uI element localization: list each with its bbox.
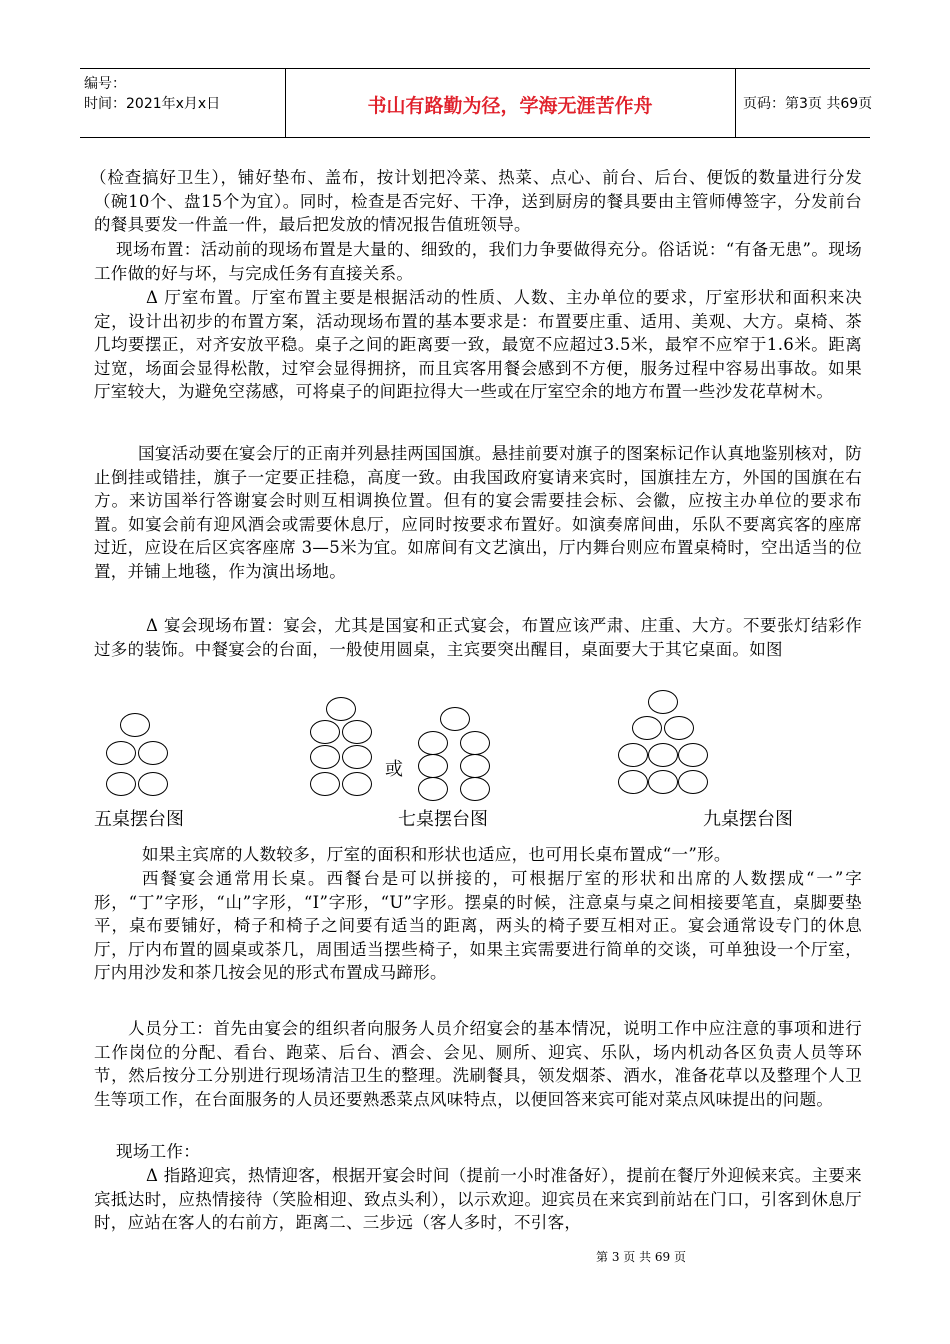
paragraph-5: Δ 宴会现场布置：宴会，尤其是国宴和正式宴会，布置应该严肃、庄重、大方。不要张灯结彩作过多的装饰。中餐宴会的台面，一般使用圆桌，主宾要突出醒目，桌面要大于其它桌面。如图 [94, 616, 862, 659]
motto: 书山有路勤为径，学海无涯苦作舟 [367, 95, 653, 117]
or-label: 或 [385, 759, 403, 780]
header-page-cell [735, 69, 873, 137]
paragraph-3: Δ 厅室布置。厅室布置主要是根据活动的性质、人数、主办单位的要求，厅室形状和面积来决定，设计出初步的布置方案，活动现场布置的基本要求是：布置要庄重、适用、美观、大方。桌椅、茶几均要摆正，对齐安放平稳。桌子之间的距离要一致，最宽不应超过3.5米，最窄不应窄于1.6米。距离过宽，场面会显得松散，过窄会显得拥挤，而且宾客用餐会感到不方便，服务过程中容易出事故。如果厅室较大，为避免空荡感，可将桌子的间距拉得大一些或在厅室空余的地方布置一些沙发花草树木。 [94, 288, 862, 401]
table-circle [138, 772, 168, 796]
table-circle [310, 772, 340, 796]
table-circle [138, 741, 168, 765]
paragraph-8: 人员分工：首先由宴会的组织者向服务人员介绍宴会的基本情况，说明工作中应注意的事项和进行工作岗位的分配、看台、跑菜、后台、酒会、会见、厕所、迎宾、乐队，场内机动各区负责人员等环节，然后按分工分别进行现场清洁卫生的整理。洗刷餐具，领发烟茶、酒水，准备花草以及整理个人卫生等项工作，在台面服务的人员还要熟悉菜点风味特点，以便回答来宾可能对菜点风味提出的问题。 [94, 1019, 862, 1109]
table-circle [106, 772, 136, 796]
table-circle [106, 741, 136, 765]
table-circle [632, 716, 662, 740]
paragraph-6: 如果主宾席的人数较多，厅室的面积和形状也适应，也可用长桌布置成“一”形。 [142, 845, 731, 864]
paragraph-10: Δ 指路迎宾，热情迎客，根据开宴会时间（提前一小时准备好），提前在餐厅外迎候来宾。主要来宾抵达时，应热情接待（笑脸相迎、致点头利），以示欢迎。迎宾员在来宾到前站在门口，引客到休息厅时，应站在客人的右前方，距离二、三步远（客人多时，不引客， [94, 1166, 862, 1232]
table-circle [440, 707, 470, 731]
paragraph-7: 西餐宴会通常用长桌。西餐台是可以拼接的，可根据厅室的形状和出席的人数摆成“一”字形，“丁”字形，“山”字形，“I”字形，“U”字形。摆桌的时候，注意桌与桌之间相接要笔直，桌脚要垫平，桌布要铺好，椅子和椅子之间要有适当的距离，两头的椅子要互相对正。宴会通常设专门的休息厅，厅内布置的圆桌或茶几，周围适当摆些椅子，如果主宾需要进行简单的交谈，可单独设一个厅室，厅内用沙发和茶几按会见的形式布置成马蹄形。 [94, 869, 862, 982]
page-header [80, 68, 873, 138]
header-meta-cell [80, 69, 286, 137]
table-circle [418, 731, 448, 755]
table-circle [678, 743, 708, 767]
paragraph-1: （检查搞好卫生），铺好垫布、盖布，按计划把冷菜、热菜、点心、前台、后台、便饭的数量进行分发（碗10个、盘15个为宜）。同时，检查是否完好、干净，送到厨房的餐具要由主管师傅签字，分发前台的餐具要发一件盖一件，最后把发放的情况报告值班领导。 [90, 168, 862, 234]
number-label: 编号： [84, 76, 126, 92]
header-motto-cell [285, 69, 736, 137]
table-circle [664, 716, 694, 740]
table-circle [648, 690, 678, 714]
paragraph-9: 现场工作： [116, 1142, 200, 1161]
paragraph-2: 现场布置：活动前的现场布置是大量的、细致的，我们力争要做得充分。俗话说：“有备无患”。现场工作做的好与坏，与完成任务有直接关系。 [94, 240, 862, 283]
table-circle [618, 770, 648, 794]
paragraph-4: 国宴活动要在宴会厅的正南并列悬挂两国国旗。悬挂前要对旗子的图案标记作认真地鉴别核对，防止倒挂或错挂，旗子一定要正挂稳，高度一致。由我国政府宴请来宾时，国旗挂左方，外国的国旗在右方。来访国举行答谢宴会时则互相调换位置。但有的宴会需要挂会标、会徽，应按主办单位的要求布置。如宴会前有迎风酒会或需要休息厅，应同时按要求布置好。如演奏席间曲，乐队不要离宾客的座席过近，应设在后区宾客座席 3—5米为宜。如席间有文艺演出，厅内舞台则应布置桌椅时，空出适当的位置，并铺上地毯，作为演出场地。 [94, 444, 862, 581]
table-circle [618, 743, 648, 767]
table-circle [460, 754, 490, 778]
table-circle [326, 697, 356, 721]
table-circle [310, 745, 340, 769]
page-label: 页码：第3页 共69页 [743, 96, 873, 112]
table-circle [342, 772, 372, 796]
page-footer: 第 3 页 共 69 页 [596, 1250, 686, 1264]
table-circle [460, 777, 490, 801]
table-circle [648, 770, 678, 794]
table-circle [418, 754, 448, 778]
table-circle [310, 720, 340, 744]
time-label: 时间：2021年x月x日 [84, 96, 221, 112]
caption-nine-tables: 九桌摆台图 [703, 809, 793, 830]
caption-seven-tables: 七桌摆台图 [398, 809, 488, 830]
table-circle [418, 777, 448, 801]
table-circle [648, 743, 678, 767]
table-circle [342, 720, 372, 744]
table-circle [460, 731, 490, 755]
table-circle [342, 745, 372, 769]
table-circle [678, 770, 708, 794]
table-circle [120, 713, 150, 737]
caption-five-tables: 五桌摆台图 [94, 809, 184, 830]
